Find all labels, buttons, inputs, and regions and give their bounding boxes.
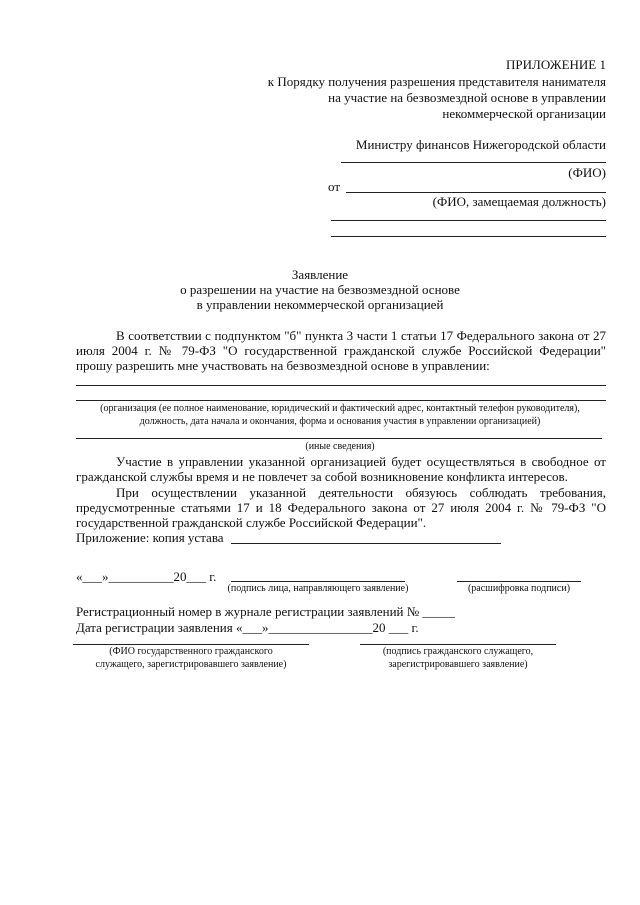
registrar-fio-caption-line-1: (ФИО государственного гражданского [109,646,273,657]
from-extra-line-1 [331,220,606,221]
from-extra-line-2 [331,236,606,237]
registrar-sign-line [360,644,556,645]
other-info-line [76,438,602,439]
attachment-line [231,543,501,544]
appendix-subtitle-line-1: к Порядку получения разрешения представителя нанимателя [267,74,606,89]
paragraph-3-line-1: При осуществлении указанной деятельности обязуюсь соблюдать требования, [116,485,606,500]
paragraph-2-line-2: гражданской службы время и не повлечет за собой возникновение конфликта интересов. [76,469,568,484]
registration-number: Регистрационный номер в журнале регистрации заявлений № _____ [76,604,455,619]
from-line [346,192,606,193]
registrar-sign-caption-line-1: (подпись гражданского служащего, [382,646,534,657]
signature-date: «___»__________20___ г. [76,569,217,584]
appendix-title: ПРИЛОЖЕНИЕ 1 [506,57,606,72]
organization-caption-line-1: (организация (ее полное наименование, юридический и фактический адрес, контактный телефон руководителя), [100,403,580,414]
organization-caption-line-2: должность, дата начала и окончания, форма и основания участия в управлении организацией) [139,416,541,427]
signature-line [231,581,405,582]
other-info-caption: (иные сведения) [305,441,375,452]
document-title-line-2: о разрешении на участие на безвозмездной основе [180,282,460,297]
signature-caption: (подпись лица, направляющего заявление) [227,583,409,594]
from-caption: (ФИО, замещаемая должность) [432,194,606,209]
paragraph-1-line-1: В соответствии с подпунктом "б" пункта 3 части 1 статьи 17 Федерального закона от 27 [116,328,606,343]
document-title-line-3: в управлении некоммерческой организацией [196,297,444,312]
attachment-label: Приложение: копия устава [76,530,224,545]
paragraph-3-line-2: предусмотренные статьями 17 и 18 Федерального закона от 27 июля 2004 г. № 79-ФЗ "О [76,500,606,515]
organization-line-1 [76,385,606,386]
paragraph-1-line-2: июля 2004 г. № 79-ФЗ "О государственной гражданской службе Российской Федерации" [76,343,606,358]
registrar-fio-caption-line-2: служащего, зарегистрировавшего заявление) [95,659,287,670]
organization-line-2 [76,400,606,401]
registrar-sign-caption-line-2: зарегистрировавшего заявление) [388,659,528,670]
paragraph-3-line-3: государственной гражданской службе Российской Федерации". [76,515,427,530]
registration-date: Дата регистрации заявления «___»________________20 ___ г. [76,620,419,635]
from-label: от [328,179,341,194]
appendix-subtitle-line-2: на участие на безвозмездной основе в управлении [328,90,606,105]
addressee-minister: Министру финансов Нижегородской области [355,137,606,152]
paragraph-1-line-3: прошу разрешить мне участвовать на безвозмездной основе в управлении: [76,358,490,373]
document-title: Заявление [291,267,349,282]
registrar-fio-line [73,644,309,645]
signature-decode-caption: (расшифровка подписи) [467,583,571,594]
signature-decode-line [457,581,581,582]
paragraph-2-line-1: Участие в управлении указанной организацией будет осуществляться в свободное от [116,454,606,469]
addressee-name-line [341,162,606,163]
addressee-fio-caption: (ФИО) [568,165,606,180]
appendix-subtitle-line-3: некоммерческой организации [442,106,606,121]
